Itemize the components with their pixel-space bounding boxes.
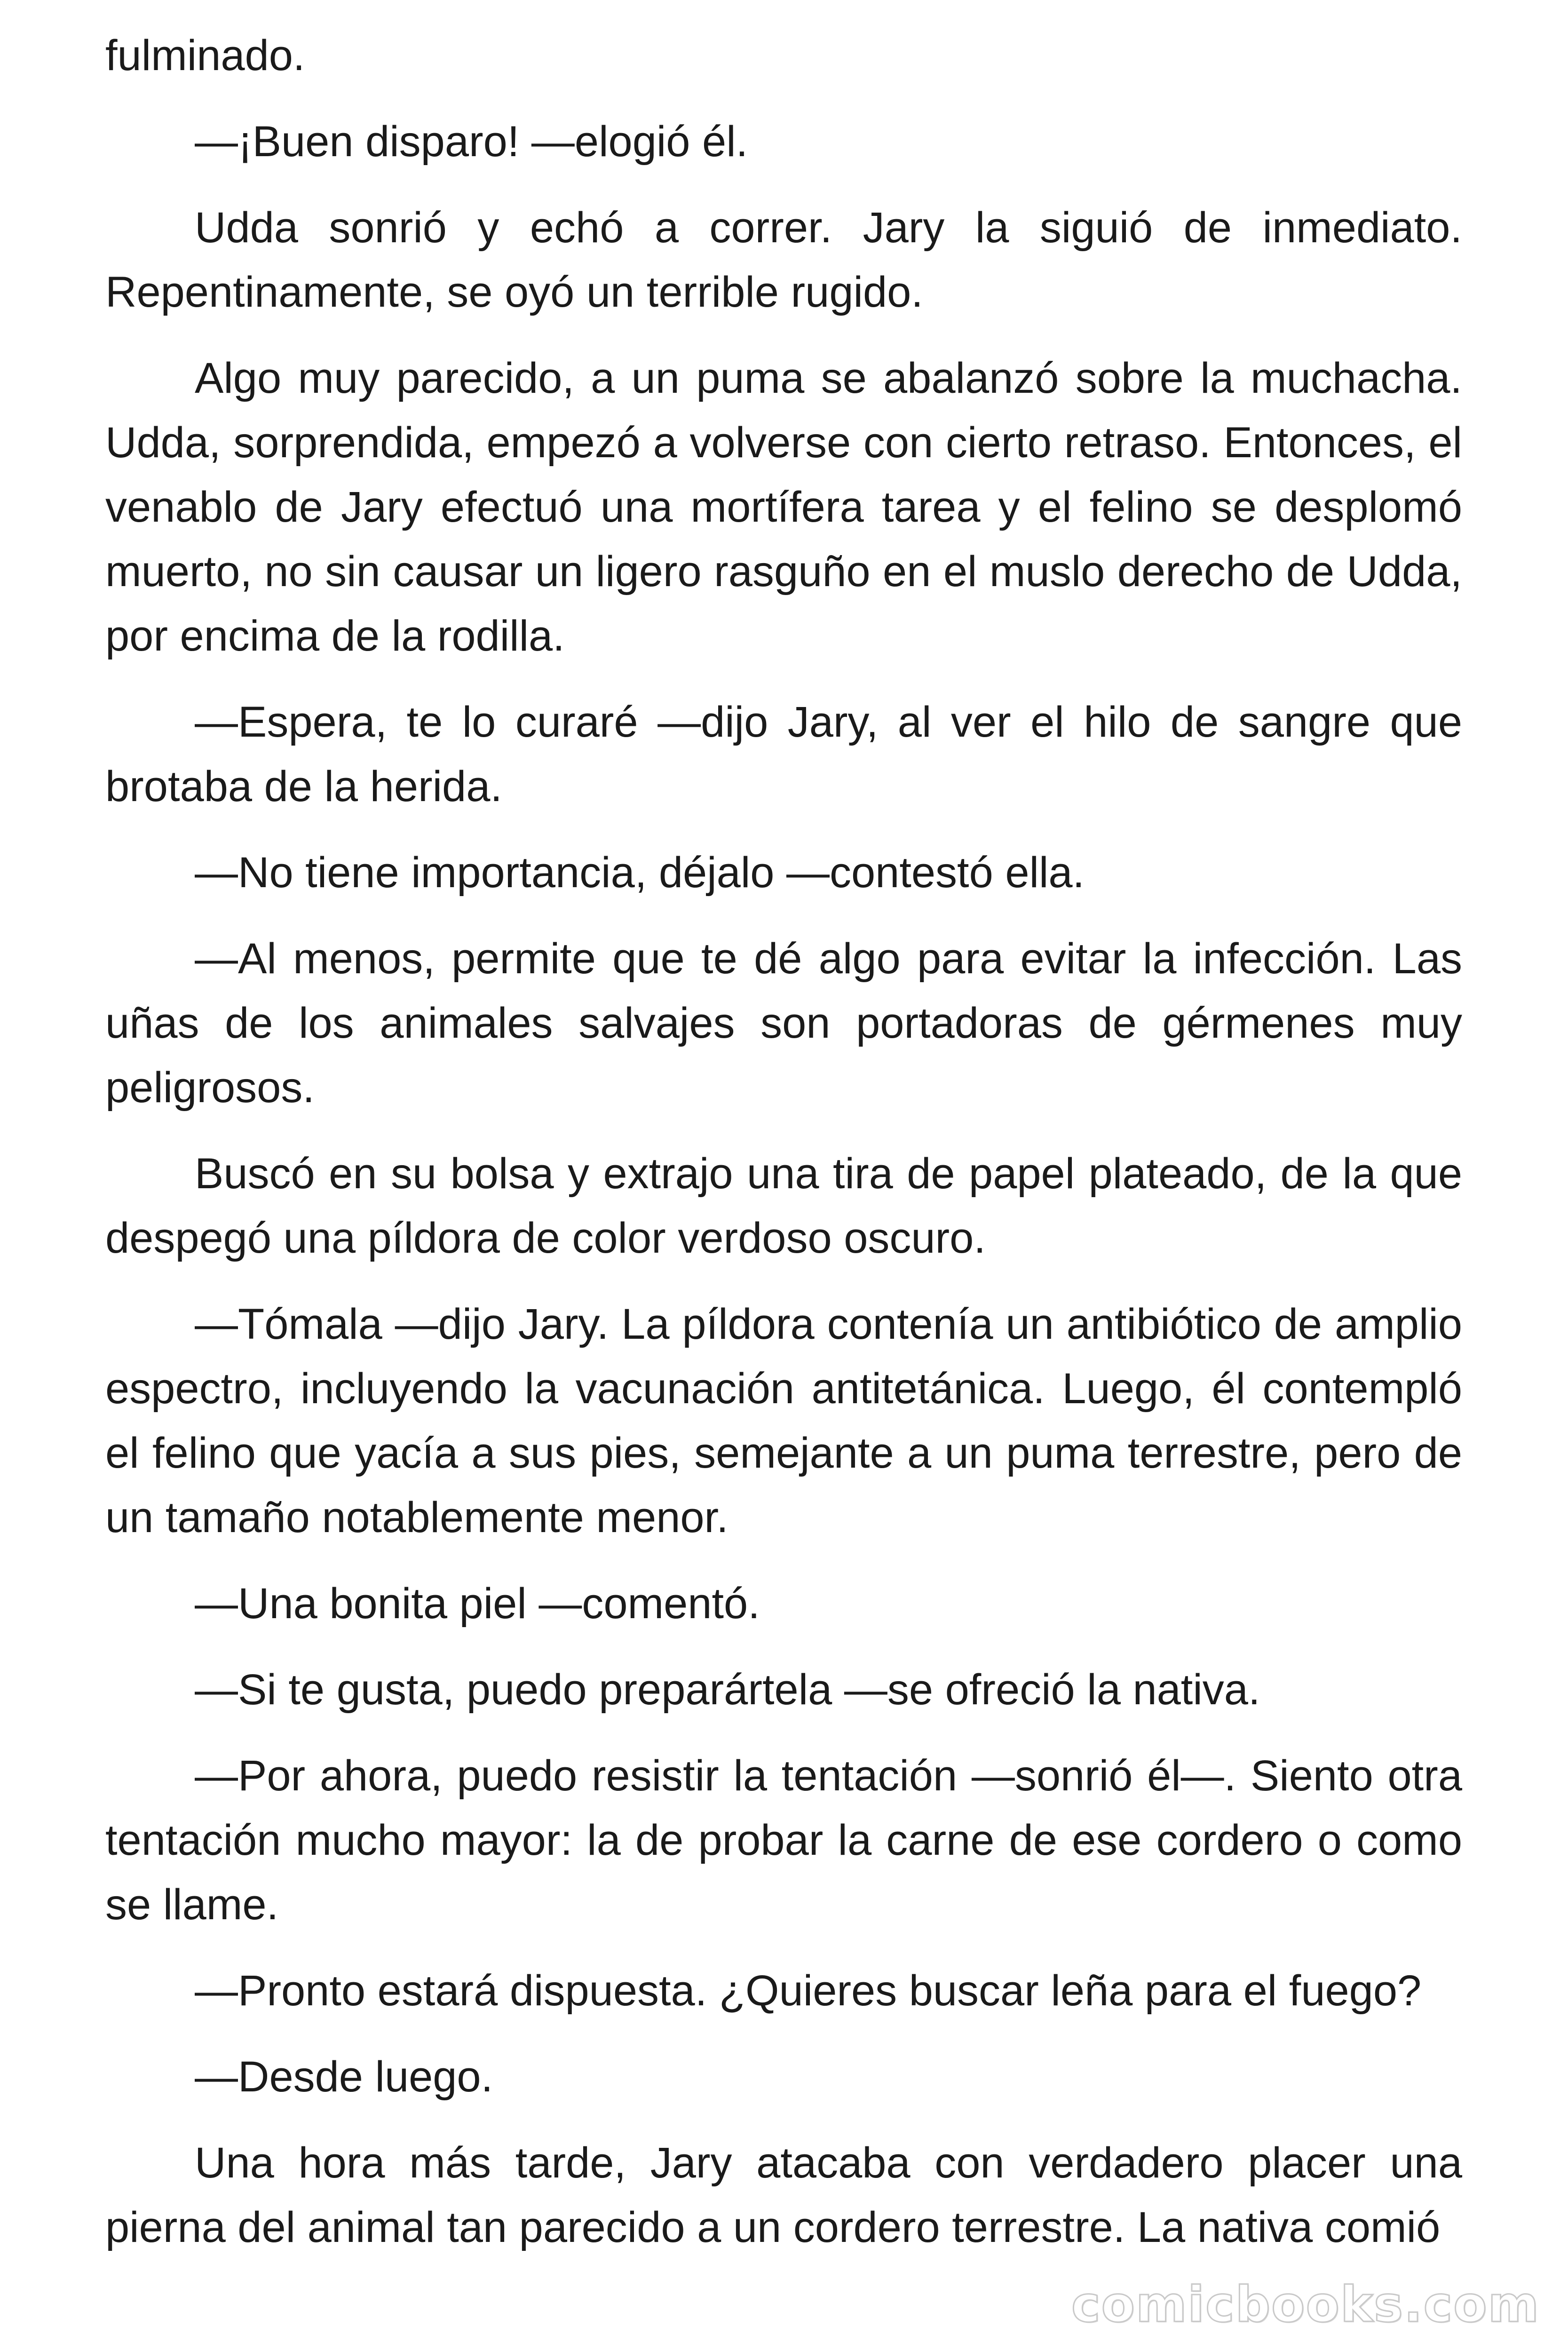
paragraph: —Espera, te lo curaré —dijo Jary, al ver el hilo de sangre que brotaba de la herida.: [105, 698, 1462, 810]
paragraph: —Si te gusta, puedo preparártela —se ofreció la nativa.: [195, 1666, 1260, 1714]
paragraph: fulminado.: [105, 32, 305, 79]
paragraph: Algo muy parecido, a un puma se abalanzó sobre la muchacha. Udda, sorprendida, empezó a volverse con cierto retraso. Entonces, el venablo de Jary efectuó una mortífera tarea y el felino se desplomó muerto, no sin causar un ligero rasguño en el muslo derecho de Udda, por encima de la rodilla.: [105, 354, 1462, 660]
paragraph: Udda sonrió y echó a correr. Jary la siguió de inmediato. Repentinamente, se oyó un terrible rugido.: [105, 204, 1462, 316]
paragraph: —Al menos, permite que te dé algo para evitar la infección. Las uñas de los animales salvajes son portadoras de gérmenes muy peligrosos.: [105, 935, 1462, 1112]
page-text: [105, 24, 1462, 2281]
paragraph: —Desde luego.: [195, 2053, 493, 2101]
paragraph: —Una bonita piel —comentó.: [195, 1580, 760, 1628]
paragraph: —Tómala —dijo Jary. La píldora contenía un antibiótico de amplio espectro, incluyendo la vacunación antitetánica. Luego, él contempló el felino que yacía a sus pies, semejante a un puma terrestre, pero de un tamaño notablemente menor.: [105, 1300, 1462, 1542]
paragraph: —¡Buen disparo! —elogió él.: [195, 118, 748, 166]
paragraph: —No tiene importancia, déjalo —contestó ella.: [195, 849, 1085, 897]
paragraph: —Pronto estará dispuesta. ¿Quieres buscar leña para el fuego?: [195, 1967, 1422, 2015]
paragraph: Buscó en su bolsa y extrajo una tira de papel plateado, de la que despegó una píldora de color verdoso oscuro.: [105, 1150, 1462, 1262]
paragraph: —Por ahora, puedo resistir la tentación —sonrió él—. Siento otra tentación mucho mayor: la de probar la carne de ese cordero o como se llame.: [105, 1752, 1462, 1929]
watermark: comicbooks.com: [1071, 2276, 1540, 2333]
paragraph: Una hora más tarde, Jary atacaba con verdadero placer una pierna del animal tan parecido a un cordero terrestre. La nativa comió: [105, 2139, 1462, 2251]
